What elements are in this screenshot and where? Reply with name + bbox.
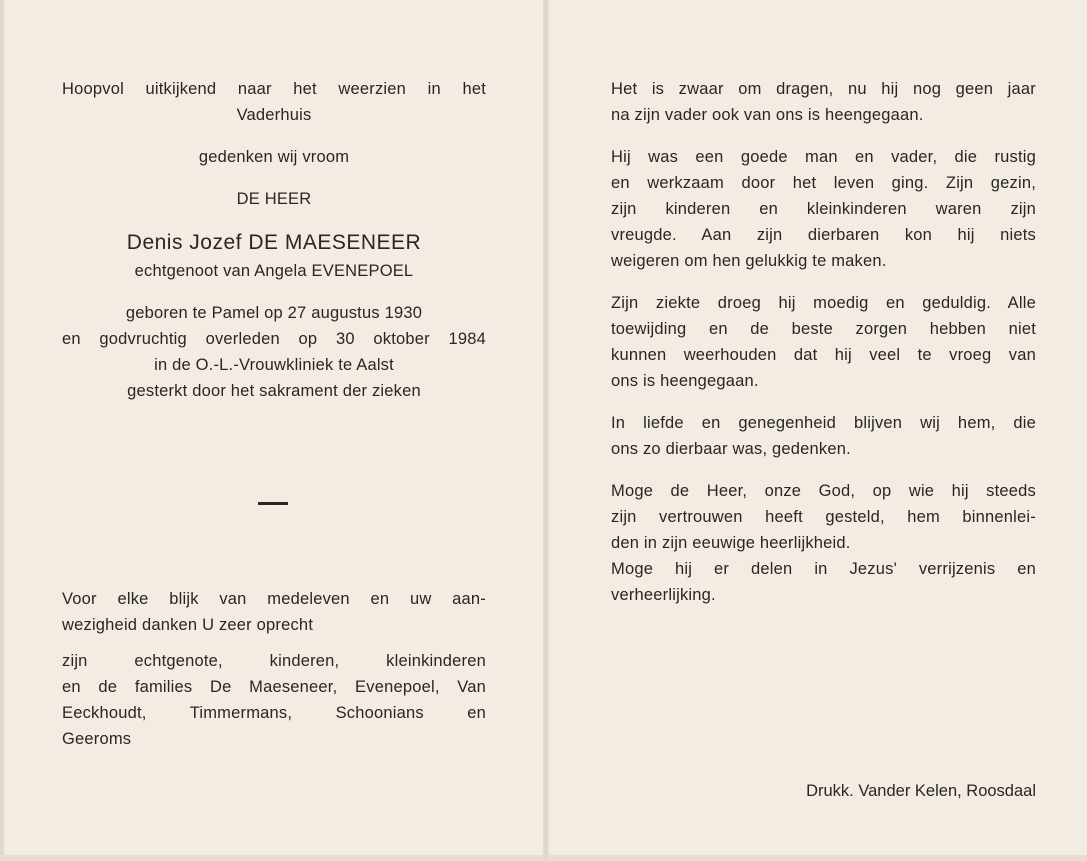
p3-line-1: Zijn ziekte droeg hij moedig en geduldig. Alle — [611, 294, 1036, 312]
p2-line-3: zijn kinderen en kleinkinderen waren zijn — [611, 200, 1036, 218]
p3-line-3: kunnen weerhouden dat hij veel te vroeg van — [611, 346, 1036, 364]
thanks-block — [62, 586, 486, 752]
family-line-1: zijn echtgenote, kinderen, kleinkinderen — [62, 652, 486, 670]
p5-line-2: zijn vertrouwen heeft gesteld, hem binnenlei- — [611, 508, 1036, 526]
dates-line-3: in de O.-L.-Vrouwkliniek te Aalst — [154, 356, 394, 374]
p2-line-5: weigeren om hen gelukkig te maken. — [611, 252, 887, 270]
p5-line-1: Moge de Heer, onze God, op wie hij steeds — [611, 482, 1036, 500]
left-page — [62, 76, 486, 404]
dates-line-4: gesterkt door het sakrament der zieken — [127, 382, 421, 400]
gedenken-line: gedenken wij vroom — [198, 148, 350, 166]
thanks-line-2: wezigheid danken U zeer oprecht — [62, 616, 314, 634]
separator-dash — [258, 502, 288, 505]
title-heer: DE HEER — [236, 190, 312, 208]
family-line-4: Geeroms — [62, 730, 132, 748]
p3-line-2: toewijding en de beste zorgen hebben niet — [611, 320, 1036, 338]
p2-line-1: Hij was een goede man en vader, die rustig — [611, 148, 1036, 166]
right-page — [611, 76, 1036, 608]
p4-line-2: ons zo dierbaar was, gedenken. — [611, 440, 851, 458]
p5-line-4: Moge hij er delen in Jezus' verrijzenis en — [611, 560, 1036, 578]
deceased-name: Denis Jozef DE MAESENEER — [126, 231, 422, 254]
card-fold — [543, 0, 549, 861]
printer-credit: Drukk. Vander Kelen, Roosdaal — [806, 782, 1036, 800]
thanks-line-1: Voor elke blijk van medeleven en uw aan- — [62, 590, 486, 608]
dates-line-2: en godvruchtig overleden op 30 oktober 1984 — [62, 330, 486, 348]
card-edge-left — [0, 0, 4, 861]
p1-line-2: na zijn vader ook van ons is heengegaan. — [611, 106, 924, 124]
p5-line-3: den in zijn eeuwige heerlijkheid. — [611, 534, 851, 552]
intro-line-1: Hoopvol uitkijkend naar het weerzien in het — [62, 80, 486, 98]
p2-line-4: vreugde. Aan zijn dierbaren kon hij niets — [611, 226, 1036, 244]
spouse-line: echtgenoot van Angela EVENEPOEL — [134, 262, 414, 280]
family-line-2: en de families De Maeseneer, Evenepoel, Van — [62, 678, 486, 696]
p4-line-1: In liefde en genegenheid blijven wij hem, die — [611, 414, 1036, 432]
dates-line-1: geboren te Pamel op 27 augustus 1930 — [125, 304, 423, 322]
p2-line-2: en werkzaam door het leven ging. Zijn gezin, — [611, 174, 1036, 192]
intro-line-2: Vaderhuis — [236, 106, 312, 124]
p5-line-5: verheerlijking. — [611, 586, 716, 604]
p3-line-4: ons is heengegaan. — [611, 372, 759, 390]
p1-line-1: Het is zwaar om dragen, nu hij nog geen jaar — [611, 80, 1036, 98]
family-line-3: Eeckhoudt, Timmermans, Schoonians en — [62, 704, 486, 722]
